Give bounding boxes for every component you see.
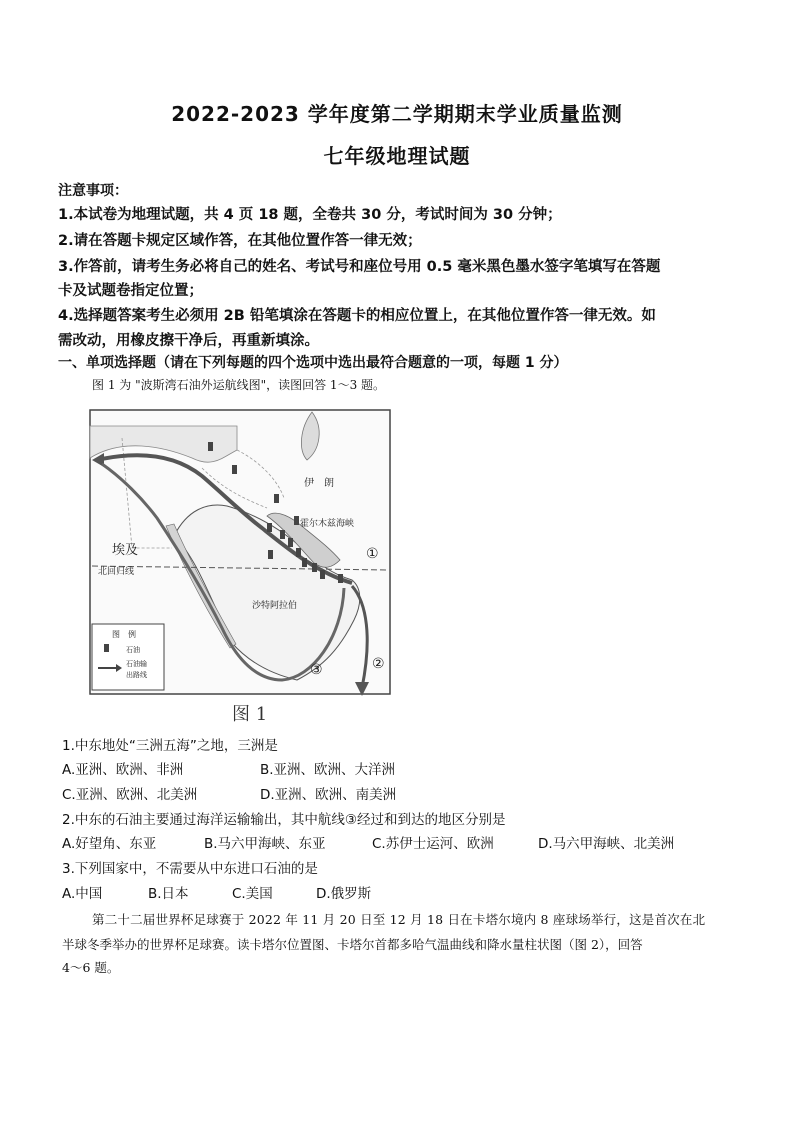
- label-egypt: 埃及: [112, 543, 139, 558]
- question-stem: 1.中东地处“三洲五海”之地，三洲是: [62, 738, 278, 754]
- option: C.亚洲、欧洲、北美洲: [62, 787, 198, 803]
- section-heading: 一、单项选择题（请在下列每题的四个选项中选出最符合题意的一项，每题 1 分）: [58, 355, 568, 371]
- option: A.好望角、东亚: [62, 836, 157, 852]
- option: D.亚洲、欧洲、南美洲: [260, 787, 397, 803]
- notice-item: 卡及试题卷指定位置；: [58, 283, 203, 299]
- legend-route-label-2: 出路线: [126, 671, 147, 679]
- map-intro: 图 1 为 "波斯湾石油外运航线图"，读图回答 1～3 题。: [92, 378, 386, 392]
- option: B.马六甲海峡、东亚: [204, 836, 326, 852]
- label-iran: 伊 朗: [304, 478, 334, 489]
- exam-title: 2022-2023 学年度第二学期期末学业质量监测: [171, 102, 623, 126]
- notice-item: 2.请在答题卡规定区域作答，在其他位置作答一律无效；: [58, 233, 422, 249]
- legend-title: 图 例: [112, 630, 136, 639]
- label-route-1: ①: [366, 546, 379, 562]
- option: D.马六甲海峡、北美洲: [538, 836, 675, 852]
- notice-item: 需改动，用橡皮擦干净后，再重新填涂。: [58, 333, 319, 349]
- passage-line: 半球冬季举办的世界杯足球赛。读卡塔尔位置图、卡塔尔首都多哈气温曲线和降水量柱状图（图 2），回答: [62, 937, 643, 952]
- option: C.苏伊士运河、欧洲: [372, 836, 494, 852]
- option: B.亚洲、欧洲、大洋洲: [260, 762, 396, 778]
- legend-oil-label: 石油: [126, 646, 140, 654]
- label-tropic: 北回归线: [98, 567, 135, 577]
- map-legend: [92, 624, 164, 690]
- notice-heading: 注意事项：: [58, 183, 128, 199]
- option: B.日本: [148, 886, 189, 902]
- option: A.亚洲、欧洲、非洲: [62, 762, 184, 778]
- notice-item: 1.本试卷为地理试题，共 4 页 18 题，全卷共 30 分，考试时间为 30 分钟；: [58, 207, 562, 223]
- question-stem: 2.中东的石油主要通过海洋运输输出，其中航线③经过和到达的地区分别是: [62, 812, 506, 828]
- option: A.中国: [62, 886, 103, 902]
- legend-oil-icon: [104, 644, 109, 652]
- passage-line: 4～6 题。: [62, 960, 120, 975]
- option: D.俄罗斯: [316, 886, 372, 902]
- map-caption: 图 1: [232, 704, 268, 725]
- label-saudi: 沙特阿拉伯: [252, 601, 298, 611]
- question-stem: 3.下列国家中，不需要从中东进口石油的是: [62, 861, 318, 877]
- option: C.美国: [232, 886, 273, 902]
- legend-route-label-1: 石油输: [126, 660, 147, 668]
- label-route-3: ③: [310, 662, 323, 678]
- label-route-2: ②: [372, 656, 385, 672]
- notice-item: 4.选择题答案考生必须用 2B 铅笔填涂在答题卡的相应位置上，在其他位置作答一律无效。如: [58, 308, 656, 324]
- exam-subtitle: 七年级地理试题: [323, 144, 471, 168]
- passage-line: 第二十二届世界杯足球赛于 2022 年 11 月 20 日至 12 月 18 日在卡塔尔境内 8 座球场举行，这是首次在北: [92, 912, 706, 927]
- label-hormuz: 霍尔木兹海峡: [300, 519, 355, 529]
- notice-item: 3.作答前，请考生务必将自己的姓名、考试号和座位号用 0.5 毫米黑色墨水签字笔填写在答题: [58, 259, 661, 275]
- persian-gulf-oil-route-map: [62, 398, 402, 728]
